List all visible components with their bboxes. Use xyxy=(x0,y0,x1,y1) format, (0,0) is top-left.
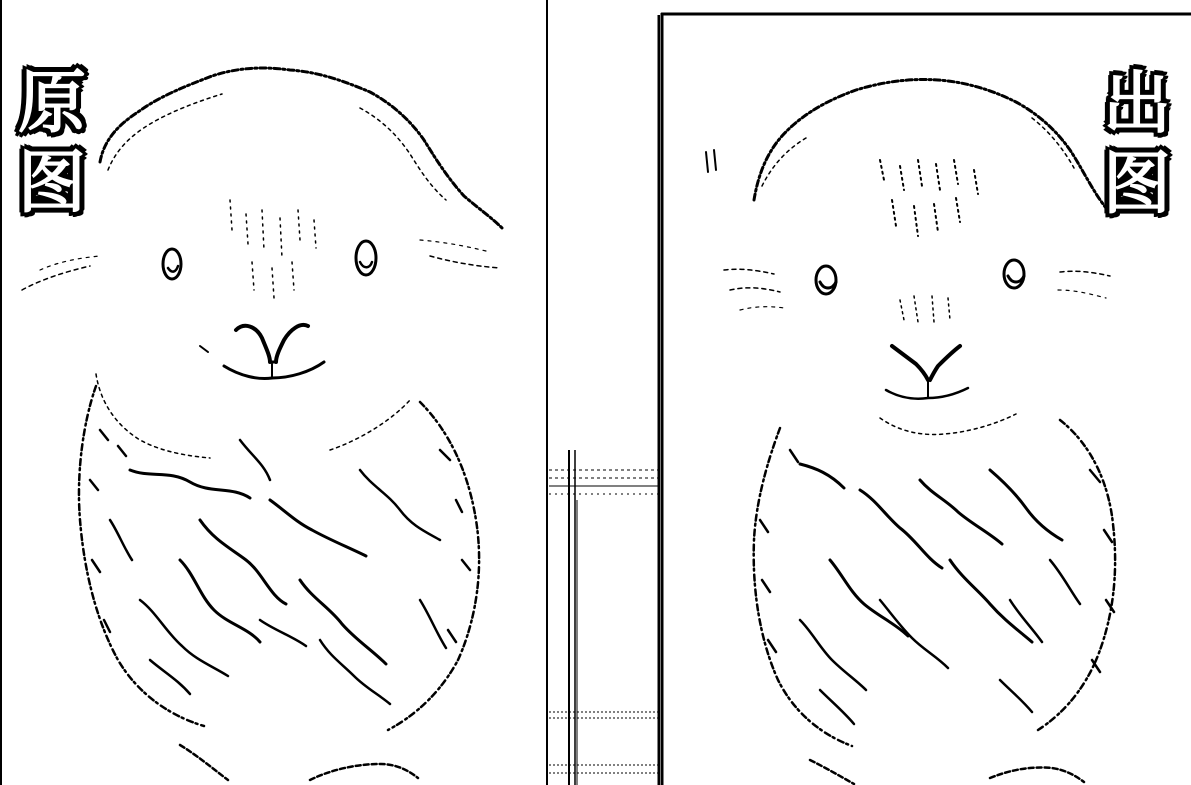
label-char-2: 图 xyxy=(1103,145,1172,224)
original-image-panel xyxy=(0,0,549,785)
divider-lines xyxy=(549,0,660,785)
label-char-1: 出 xyxy=(1103,65,1172,144)
center-divider xyxy=(549,0,660,785)
output-image-panel xyxy=(660,0,1191,785)
label-char-1: 原 xyxy=(18,64,87,143)
original-image-label xyxy=(18,64,86,224)
output-image-label xyxy=(1103,65,1171,225)
label-char-2: 图 xyxy=(18,144,87,223)
